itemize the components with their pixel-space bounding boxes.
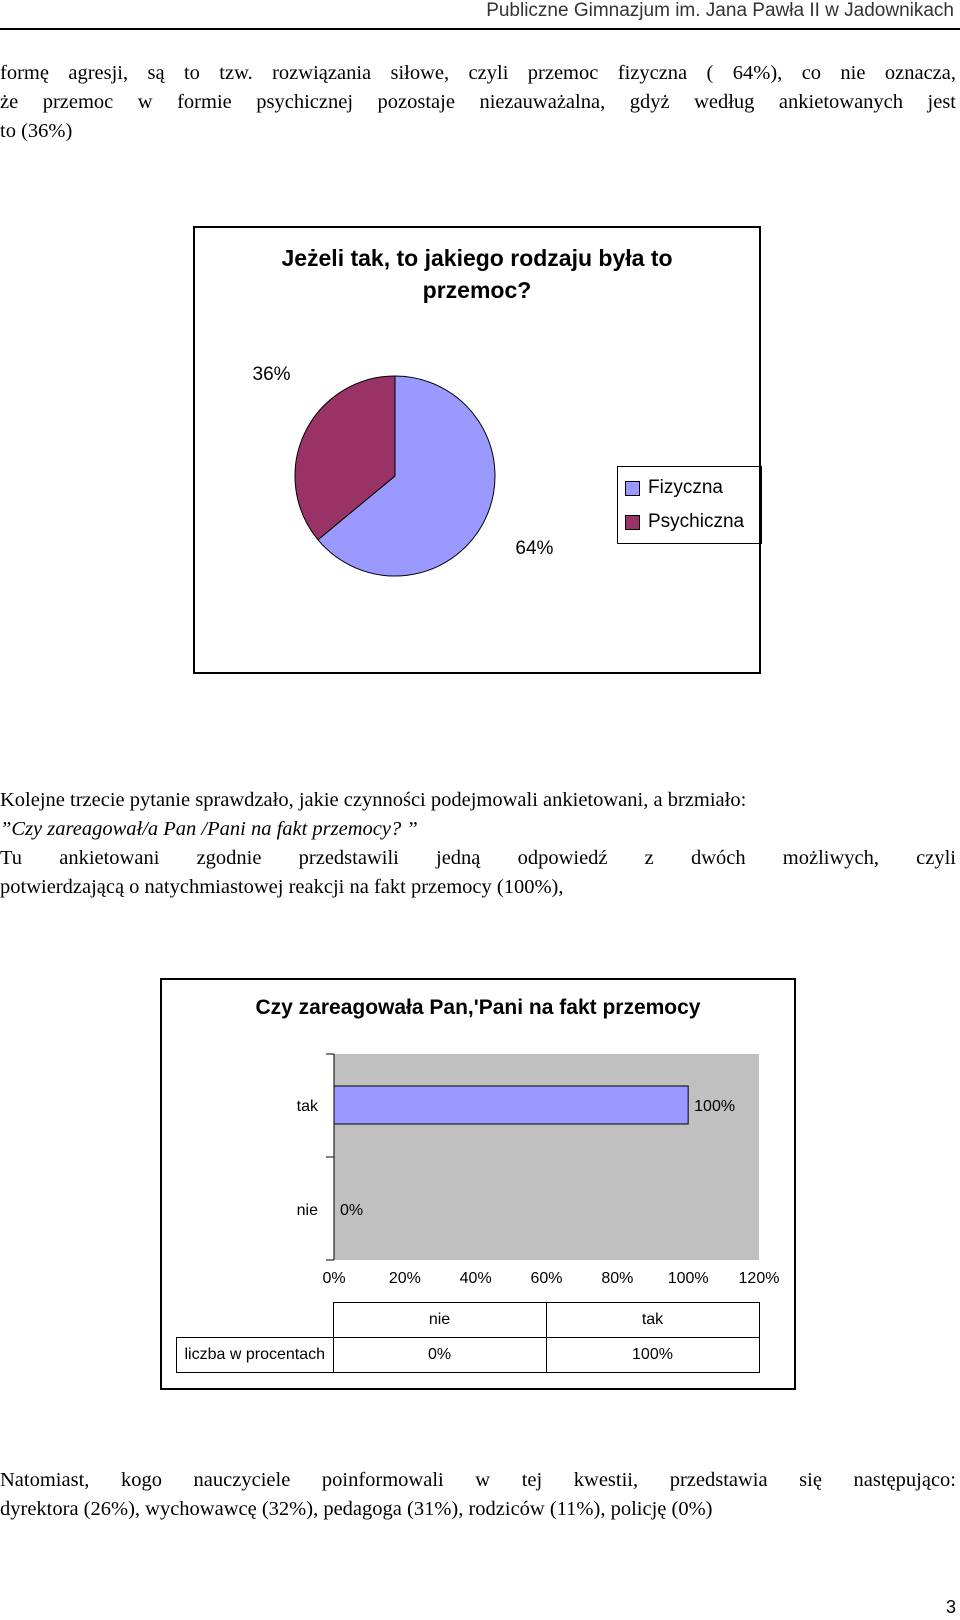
page-number: 3 [945,1597,956,1617]
text-line: to (36%) [0,120,73,142]
data-label-tak: 100% [694,1098,736,1115]
header-rule [0,28,960,30]
category-label-nie: nie [296,1202,318,1219]
x-tick-label: 0% [322,1270,346,1287]
text-line: Kolejne trzecie pytanie sprawdzało, jakie czynności podejmowali ankietowani, a brzmiało: [0,789,747,811]
x-tick-label: 20% [388,1270,421,1287]
bar-chart [160,978,796,1390]
bar-chart-title: Czy zareagowała Pan,'Pani na fakt przemocy [255,996,701,1019]
bar-tak [334,1086,688,1124]
pie-plot [195,328,615,668]
table-corner [177,1303,334,1338]
running-header: Publiczne Gimnazjum im. Jana Pawła II w Jadownikach [486,0,954,21]
table-cell-nie: 0% [333,1338,546,1373]
text-line: dyrektora (26%), wychowawcę (32%), pedagoga (31%), rodziców (11%), policję (0%) [0,1498,713,1520]
text-line: potwierdzającą o natychmiastowej reakcji na fakt przemocy (100%), [0,876,564,898]
slice-label-psychiczna: 36% [252,363,291,385]
paragraph-informed-persons [0,1466,956,1524]
paragraph-violence-types [0,59,956,146]
table-row [177,1338,760,1373]
table-header-nie: nie [333,1303,546,1338]
table-header-row [177,1303,760,1338]
x-tick-label: 60% [530,1270,563,1287]
text-line: że przemoc w formie psychicznej pozostaje niezauważalna, gdyż według ankietowanych jest [0,91,956,113]
text-line: Tu ankietowani zgodnie przedstawili jedną odpowiedź z dwóch możliwych, czyli [0,847,956,869]
table-cell-tak: 100% [546,1338,759,1373]
x-tick-label: 100% [667,1270,709,1287]
legend-label-psychiczna: Psychiczna [648,511,745,532]
paragraph-third-question [0,786,956,902]
legend-item-fizyczna [625,471,761,505]
pie-chart [193,226,761,674]
bar-plot [162,980,794,1292]
pie-title-line-1: Jeżeli tak, to jakiego rodzaju była to [281,245,673,271]
x-tick-label: 120% [738,1270,780,1287]
legend-item-psychiczna [625,505,761,539]
pie-chart-title [195,242,759,306]
slice-label-fizyczna: 64% [515,538,554,560]
question-quote: ”Czy zareagował/a Pan /Pani na fakt przemocy? ” [0,818,418,840]
category-label-tak: tak [296,1098,318,1115]
legend-swatch-psychiczna [625,515,640,530]
chart-data-table [176,1302,760,1373]
pie-legend [617,466,762,544]
pie-title-line-2: przemoc? [422,277,532,303]
legend-swatch-fizyczna [625,481,640,496]
x-tick-label: 40% [459,1270,492,1287]
table-row-label: liczba w procentach [177,1338,334,1373]
legend-label-fizyczna: Fizyczna [648,477,723,498]
text-line: formę agresji, są to tzw. rozwiązania siłowe, czyli przemoc fizyczna ( 64%), co nie oznacza, [0,62,956,84]
text-line: Natomiast, kogo nauczyciele poinformowali w tej kwestii, przedstawia się następująco: [0,1469,956,1491]
plot-area [334,1054,759,1260]
data-label-nie: 0% [340,1202,364,1219]
table-header-tak: tak [546,1303,759,1338]
x-tick-label: 80% [601,1270,634,1287]
